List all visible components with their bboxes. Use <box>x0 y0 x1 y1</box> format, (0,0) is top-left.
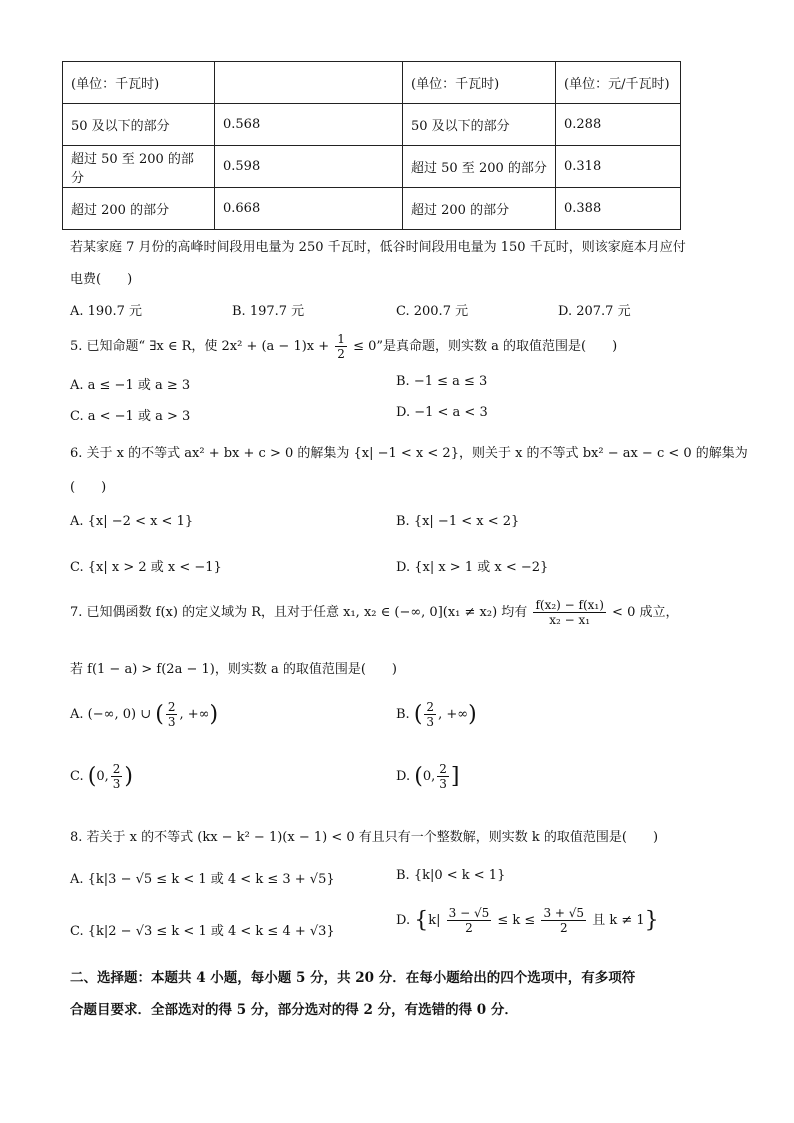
q5-option-c: C. a < −1 或 a > 3 <box>70 409 191 424</box>
table-cell: 超过 50 至 200 的部分 <box>403 146 556 188</box>
q4-text-line2: 电费( ) <box>70 272 133 287</box>
frac-num: 3 + √5 <box>543 906 585 920</box>
q7-option-a-pre: (−∞, 0) ∪ <box>87 707 152 722</box>
q8-option-a: A. {k|3 − √5 ≤ k < 1 或 4 < k ≤ 3 + √5} <box>70 872 335 887</box>
open-paren-glyph: ( <box>414 764 423 789</box>
frac-num: 3 − √5 <box>448 906 490 920</box>
q6-option-b: B. {x| −1 < x < 2} <box>396 514 520 529</box>
q7-option-d <box>396 762 459 791</box>
two-thirds-fraction <box>166 700 178 729</box>
table-header-row <box>63 62 681 104</box>
q7-frac-den: x₂ − x₁ <box>549 613 591 627</box>
table-row <box>63 104 681 146</box>
frac-den: 3 <box>112 777 121 791</box>
q7-frac-num: f(x₂) − f(x₁) <box>535 598 604 612</box>
q5-suffix: ≤ 0”是真命题，则实数 a 的取值范围是( ) <box>353 339 618 354</box>
q8-option-c: C. {k|2 − √3 ≤ k < 1 或 4 < k ≤ 4 + √3} <box>70 924 335 939</box>
q8-option-d-label: D. <box>396 913 411 928</box>
open-paren-glyph: ( <box>87 764 97 789</box>
frac-den: 3 <box>439 777 447 791</box>
q6-option-c: C. {x| x > 2 或 x < −1} <box>70 560 222 575</box>
q8-option-d-k: k| <box>428 913 441 928</box>
q6-option-d: D. {x| x > 1 或 x < −2} <box>396 560 549 575</box>
open-paren-glyph: ( <box>155 702 164 727</box>
frac-den: 3 <box>167 715 176 729</box>
q4-option-d: D. 207.7 元 <box>558 304 631 319</box>
q5-prefix: 5. 已知命题“ ∃x ∈ R，使 2x² + (a − 1)x + <box>70 339 330 354</box>
two-thirds-fraction <box>424 700 436 729</box>
q6-stem-line2: ( ) <box>70 480 107 495</box>
q5-option-a: A. a ≤ −1 或 a ≥ 3 <box>70 378 191 393</box>
q4-option-b: B. 197.7 元 <box>232 304 305 319</box>
q4-option-a: A. 190.7 元 <box>70 304 143 319</box>
q7-option-a-label: A. <box>70 707 84 722</box>
electricity-rate-table <box>62 61 681 230</box>
q8-option-d-end: 且 k ≠ 1 <box>592 913 645 928</box>
close-paren-glyph: ) <box>209 702 219 727</box>
close-paren-glyph: ) <box>124 764 133 789</box>
table-cell: 0.668 <box>215 188 403 230</box>
table-cell: 50 及以下的部分 <box>63 104 215 146</box>
q6-stem-line1: 6. 关于 x 的不等式 ax² + bx + c > 0 的解集为 {x| −1 < x < 2}，则关于 x 的不等式 bx² − ax − c < 0 的解集为 <box>70 446 748 461</box>
q7-suffix: < 0 成立， <box>612 605 679 620</box>
q7-option-d-pre: 0, <box>422 769 436 784</box>
frac-den: 3 <box>426 715 435 729</box>
q7-option-a <box>70 700 218 729</box>
table-cell: 超过 200 的部分 <box>403 188 556 230</box>
two-thirds-fraction <box>111 762 123 791</box>
q8-option-b: B. {k|0 < k < 1} <box>396 868 506 883</box>
close-paren-glyph: ) <box>468 702 477 727</box>
q7-option-c <box>70 762 133 791</box>
frac-den: 2 <box>559 921 568 935</box>
table-cell: (单位：元/千瓦时) <box>556 62 681 104</box>
q4-option-c: C. 200.7 元 <box>396 304 469 319</box>
q4-text-line1: 若某家庭 7 月份的高峰时间段用电量为 250 千瓦时，低谷时间段用电量为 150 千瓦时，则该家庭本月应付 <box>70 240 686 255</box>
table-cell: (单位：千瓦时) <box>403 62 556 104</box>
q5-fraction <box>335 332 347 361</box>
q8-option-d-mid: ≤ k ≤ <box>497 913 536 928</box>
table-cell: 超过 50 至 200 的部分 <box>63 146 215 188</box>
q6-option-a: A. {x| −2 < x < 1} <box>70 514 194 529</box>
table-cell: 0.318 <box>556 146 681 188</box>
table-cell: 0.568 <box>215 104 403 146</box>
plus-infinity: , +∞ <box>438 707 469 722</box>
open-paren-glyph: ( <box>413 702 423 727</box>
frac-den: 2 <box>465 921 473 935</box>
frac-num: 2 <box>112 762 121 776</box>
open-brace-glyph: { <box>414 908 429 933</box>
table-cell: 超过 200 的部分 <box>63 188 215 230</box>
q7-option-c-pre: 0, <box>96 769 109 784</box>
q8-frac-2 <box>541 906 586 935</box>
table-row <box>63 188 681 230</box>
q8-frac-1 <box>447 906 492 935</box>
q8-option-d <box>396 906 659 935</box>
table-cell: (单位：千瓦时) <box>63 62 215 104</box>
table-cell: 0.388 <box>556 188 681 230</box>
table-cell <box>215 62 403 104</box>
close-brace-glyph: } <box>644 908 659 933</box>
q5-stem <box>70 332 617 361</box>
q7-option-d-label: D. <box>396 769 411 784</box>
q5-option-b: B. −1 ≤ a ≤ 3 <box>396 374 488 389</box>
table-row <box>63 146 681 188</box>
two-thirds-fraction <box>437 762 449 791</box>
q7-stem-line2: 若 f(1 − a) > f(2a − 1)，则实数 a 的取值范围是( ) <box>70 662 397 677</box>
close-bracket-glyph: ] <box>450 764 460 789</box>
q7-option-c-label: C. <box>70 769 84 784</box>
frac-num: 2 <box>426 700 435 714</box>
q7-stem-line1 <box>70 598 678 627</box>
table-cell: 0.288 <box>556 104 681 146</box>
table-cell: 50 及以下的部分 <box>403 104 556 146</box>
q7-option-b-label: B. <box>396 707 410 722</box>
q5-option-d: D. −1 < a < 3 <box>396 405 488 420</box>
table-cell: 0.598 <box>215 146 403 188</box>
frac-num: 2 <box>167 700 176 714</box>
q8-stem: 8. 若关于 x 的不等式 (kx − k² − 1)(x − 1) < 0 有且只有一个整数解，则实数 k 的取值范围是( ) <box>70 830 659 845</box>
plus-infinity: , +∞ <box>179 707 210 722</box>
q7-option-b <box>396 700 477 729</box>
q5-frac-den: 2 <box>337 347 345 361</box>
section2-heading-line1: 二、选择题：本题共 4 小题，每小题 5 分，共 20 分．在每小题给出的四个选项中，有多项符 <box>70 970 636 986</box>
q7-fraction <box>533 598 605 627</box>
section2-heading-line2: 合题目要求．全部选对的得 5 分，部分选对的得 2 分，有选错的得 0 分． <box>70 1002 518 1018</box>
frac-num: 2 <box>439 762 447 776</box>
q7-prefix: 7. 已知偶函数 f(x) 的定义域为 R，且对于任意 x₁, x₂ ∈ (−∞, 0](x₁ ≠ x₂) 均有 <box>70 605 528 620</box>
q5-frac-num: 1 <box>337 332 345 346</box>
